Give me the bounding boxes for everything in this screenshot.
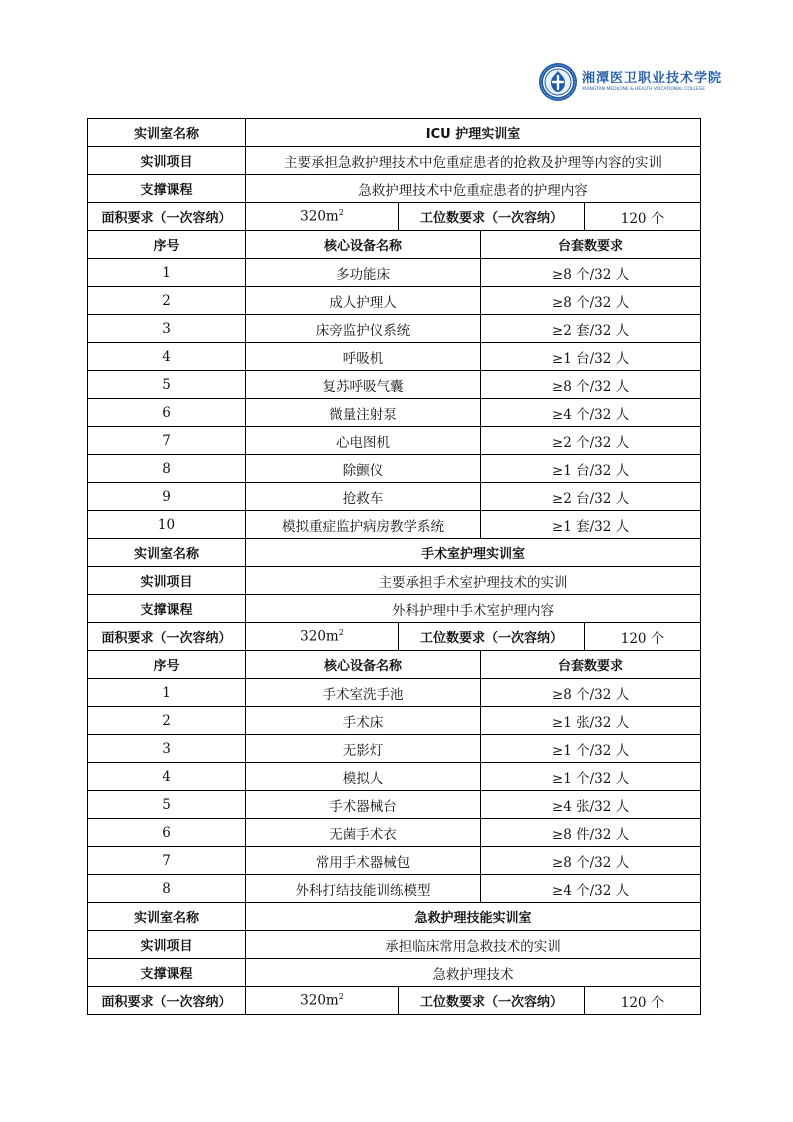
stations-value: 120 个: [585, 623, 701, 651]
equipment-row: [88, 483, 701, 511]
equipment-quantity: ≥8 个/32 人: [481, 371, 701, 399]
equipment-row: [88, 287, 701, 315]
room-course-row: [88, 595, 701, 623]
equipment-quantity: ≥1 张/32 人: [481, 707, 701, 735]
equipment-row: [88, 735, 701, 763]
equipment-row: [88, 847, 701, 875]
project-label: 实训项目: [88, 931, 246, 959]
stations-label: 工位数要求（一次容纳）: [399, 203, 585, 231]
equipment-quantity: ≥2 台/32 人: [481, 483, 701, 511]
equipment-seq: 3: [88, 735, 246, 763]
equipment-row: [88, 819, 701, 847]
equipment-seq: 4: [88, 343, 246, 371]
project-value: 主要承担急救护理技术中危重症患者的抢救及护理等内容的实训: [246, 147, 701, 175]
area-number: 320m: [300, 208, 339, 225]
equipment-quantity: ≥1 台/32 人: [481, 455, 701, 483]
project-label: 实训项目: [88, 147, 246, 175]
equipment-seq: 4: [88, 763, 246, 791]
equipment-seq: 7: [88, 847, 246, 875]
equipment-seq: 6: [88, 399, 246, 427]
equipment-row: [88, 371, 701, 399]
room-name: ICU 护理实训室: [246, 119, 701, 147]
equipment-seq: 5: [88, 791, 246, 819]
project-value: 承担临床常用急救技术的实训: [246, 931, 701, 959]
equipment-header-row: [88, 231, 701, 259]
equipment-row: [88, 315, 701, 343]
equipment-name: 心电图机: [246, 427, 481, 455]
equipment-quantity: ≥4 张/32 人: [481, 791, 701, 819]
quantity-header: 台套数要求: [481, 231, 701, 259]
equipment-row: [88, 875, 701, 903]
equipment-quantity: ≥2 套/32 人: [481, 315, 701, 343]
room-name-label: 实训室名称: [88, 119, 246, 147]
area-value: [246, 203, 399, 231]
stations-value: 120 个: [585, 203, 701, 231]
equipment-seq: 2: [88, 287, 246, 315]
equipment-seq: 8: [88, 455, 246, 483]
room-area-row: [88, 987, 701, 1015]
equipment-row: [88, 707, 701, 735]
equipment-row: [88, 399, 701, 427]
equipment-name: 外科打结技能训练模型: [246, 875, 481, 903]
area-label: 面积要求（一次容纳）: [88, 203, 246, 231]
area-value: [246, 623, 399, 651]
course-label: 支撑课程: [88, 595, 246, 623]
equipment-seq: 1: [88, 679, 246, 707]
stations-value: 120 个: [585, 987, 701, 1015]
equipment-quantity: ≥4 个/32 人: [481, 399, 701, 427]
equipment-name: 手术室洗手池: [246, 679, 481, 707]
area-label: 面积要求（一次容纳）: [88, 623, 246, 651]
equipment-header-row: [88, 651, 701, 679]
area-label: 面积要求（一次容纳）: [88, 987, 246, 1015]
equipment-seq: 10: [88, 511, 246, 539]
room-name-row: [88, 903, 701, 931]
equipment-quantity: ≥4 个/32 人: [481, 875, 701, 903]
equipment-header: 核心设备名称: [246, 231, 481, 259]
quantity-header: 台套数要求: [481, 651, 701, 679]
college-emblem-icon: [538, 62, 578, 102]
equipment-seq: 5: [88, 371, 246, 399]
equipment-seq: 7: [88, 427, 246, 455]
area-number: 320m: [300, 628, 339, 645]
area-unit-exponent: 2: [338, 208, 344, 218]
equipment-name: 抢救车: [246, 483, 481, 511]
area-value: [246, 987, 399, 1015]
room-area-row: [88, 203, 701, 231]
equipment-row: [88, 763, 701, 791]
equipment-row: [88, 259, 701, 287]
equipment-quantity: ≥8 件/32 人: [481, 819, 701, 847]
college-logo: [538, 60, 723, 104]
equipment-row: [88, 679, 701, 707]
logo-name-cn: 湘潭医卫职业技术学院: [582, 70, 723, 86]
equipment-seq: 6: [88, 819, 246, 847]
equipment-name: 模拟重症监护病房教学系统: [246, 511, 481, 539]
course-label: 支撑课程: [88, 959, 246, 987]
course-label: 支撑课程: [88, 175, 246, 203]
equipment-name: 手术床: [246, 707, 481, 735]
equipment-quantity: ≥1 个/32 人: [481, 763, 701, 791]
equipment-name: 模拟人: [246, 763, 481, 791]
room-project-row: [88, 931, 701, 959]
room-course-row: [88, 175, 701, 203]
course-value: 外科护理中手术室护理内容: [246, 595, 701, 623]
project-value: 主要承担手术室护理技术的实训: [246, 567, 701, 595]
equipment-quantity: ≥2 个/32 人: [481, 427, 701, 455]
equipment-name: 除颤仪: [246, 455, 481, 483]
area-unit-exponent: 2: [338, 992, 344, 1002]
project-label: 实训项目: [88, 567, 246, 595]
stations-label: 工位数要求（一次容纳）: [399, 623, 585, 651]
equipment-name: 微量注射泵: [246, 399, 481, 427]
equipment-name: 无菌手术衣: [246, 819, 481, 847]
seq-header: 序号: [88, 651, 246, 679]
equipment-quantity: ≥8 个/32 人: [481, 847, 701, 875]
room-name-row: [88, 119, 701, 147]
room-name-label: 实训室名称: [88, 903, 246, 931]
room-area-row: [88, 623, 701, 651]
equipment-name: 成人护理人: [246, 287, 481, 315]
equipment-seq: 1: [88, 259, 246, 287]
course-value: 急救护理技术: [246, 959, 701, 987]
equipment-name: 床旁监护仪系统: [246, 315, 481, 343]
equipment-name: 多功能床: [246, 259, 481, 287]
equipment-seq: 3: [88, 315, 246, 343]
equipment-row: [88, 791, 701, 819]
room-name: 手术室护理实训室: [246, 539, 701, 567]
equipment-quantity: ≥1 个/32 人: [481, 735, 701, 763]
course-value: 急救护理技术中危重症患者的护理内容: [246, 175, 701, 203]
room-project-row: [88, 567, 701, 595]
room-project-row: [88, 147, 701, 175]
equipment-name: 无影灯: [246, 735, 481, 763]
equipment-quantity: ≥1 台/32 人: [481, 343, 701, 371]
stations-label: 工位数要求（一次容纳）: [399, 987, 585, 1015]
room-name-label: 实训室名称: [88, 539, 246, 567]
equipment-row: [88, 427, 701, 455]
equipment-name: 常用手术器械包: [246, 847, 481, 875]
equipment-name: 手术器械台: [246, 791, 481, 819]
area-number: 320m: [300, 992, 339, 1009]
equipment-row: [88, 511, 701, 539]
equipment-quantity: ≥8 个/32 人: [481, 679, 701, 707]
equipment-header: 核心设备名称: [246, 651, 481, 679]
training-room-table: [87, 118, 701, 1015]
room-name: 急救护理技能实训室: [246, 903, 701, 931]
equipment-name: 复苏呼吸气囊: [246, 371, 481, 399]
equipment-seq: 2: [88, 707, 246, 735]
area-unit-exponent: 2: [338, 628, 344, 638]
equipment-seq: 8: [88, 875, 246, 903]
equipment-row: [88, 455, 701, 483]
seq-header: 序号: [88, 231, 246, 259]
equipment-quantity: ≥1 套/32 人: [481, 511, 701, 539]
equipment-seq: 9: [88, 483, 246, 511]
equipment-quantity: ≥8 个/32 人: [481, 259, 701, 287]
equipment-name: 呼吸机: [246, 343, 481, 371]
equipment-quantity: ≥8 个/32 人: [481, 287, 701, 315]
room-course-row: [88, 959, 701, 987]
equipment-row: [88, 343, 701, 371]
room-name-row: [88, 539, 701, 567]
logo-name-en: XIANGTAN MEDICINE & HEALTH VOCATIONAL COLLEGE: [582, 86, 706, 92]
